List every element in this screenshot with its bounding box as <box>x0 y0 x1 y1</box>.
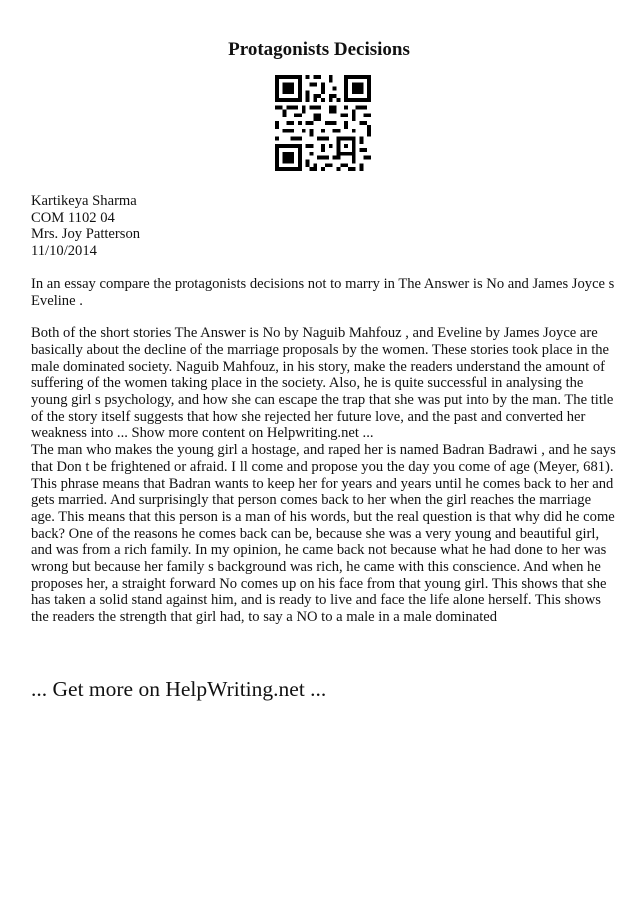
get-more-link[interactable]: ... Get more on HelpWriting.net ... <box>31 677 327 701</box>
essay-paragraph: Both of the short stories The Answer is No by Naguib Mahfouz , and Eveline by James Joyce are basically about the decline of the marriage proposals by the women. These stories took place in the male dominated society. Naguib Mahfouz, in his story, make the readers understand the amount of suffering of the women taking place in the society. Also, he is quite successful in analysing the young girl s psychology, and how she can escape the trap that she was put into by the man. The title of the story itself suggests that how she rejected her future love, and the past and converted her weakness into ... Show more content on Helpwriting.net ... <box>31 325 614 442</box>
instructor-name: Mrs. Joy Patterson <box>31 226 141 243</box>
essay-date: 11/10/2014 <box>31 243 97 260</box>
author-name: Kartikeya Sharma <box>31 193 137 209</box>
document-body <box>31 193 616 626</box>
qr-code-icon <box>275 75 371 171</box>
course-code: COM 1102 04 <box>31 209 115 226</box>
essay-paragraph: The man who makes the young girl a hostage, and raped her is named Badran Badrawi , and he says that Don t be frightened or afraid. I ll come and propose you the day you come of age (Meyer, 681). This phrase means that Badran wants to keep her for years and years until he comes back to her and gets married. And surprisingly that person comes back to her when the girl reaches the marriage age. This means that this person is a man of his words, but the real question is that why did he come back? One of the reasons he comes back can be, because she was a very young and beautiful girl, and was from a rich family. In my opinion, he came back not because what he had done to her was wrong but because her family s background was rich, he came with this conscience. And when he proposes her, a straight forward No comes up on his face from that young girl. This shows that she has taken a solid stand against him, and is ready to live and face the life alone herself. This shows the readers the strength that girl had, to say a NO to a male in a male dominated <box>31 442 616 626</box>
page-title: Protagonists Decisions <box>228 39 410 60</box>
essay-prompt: In an essay compare the protagonists decisions not to marry in The Answer is No and James Joyce s Eveline . <box>31 275 615 309</box>
author-block <box>31 193 616 260</box>
